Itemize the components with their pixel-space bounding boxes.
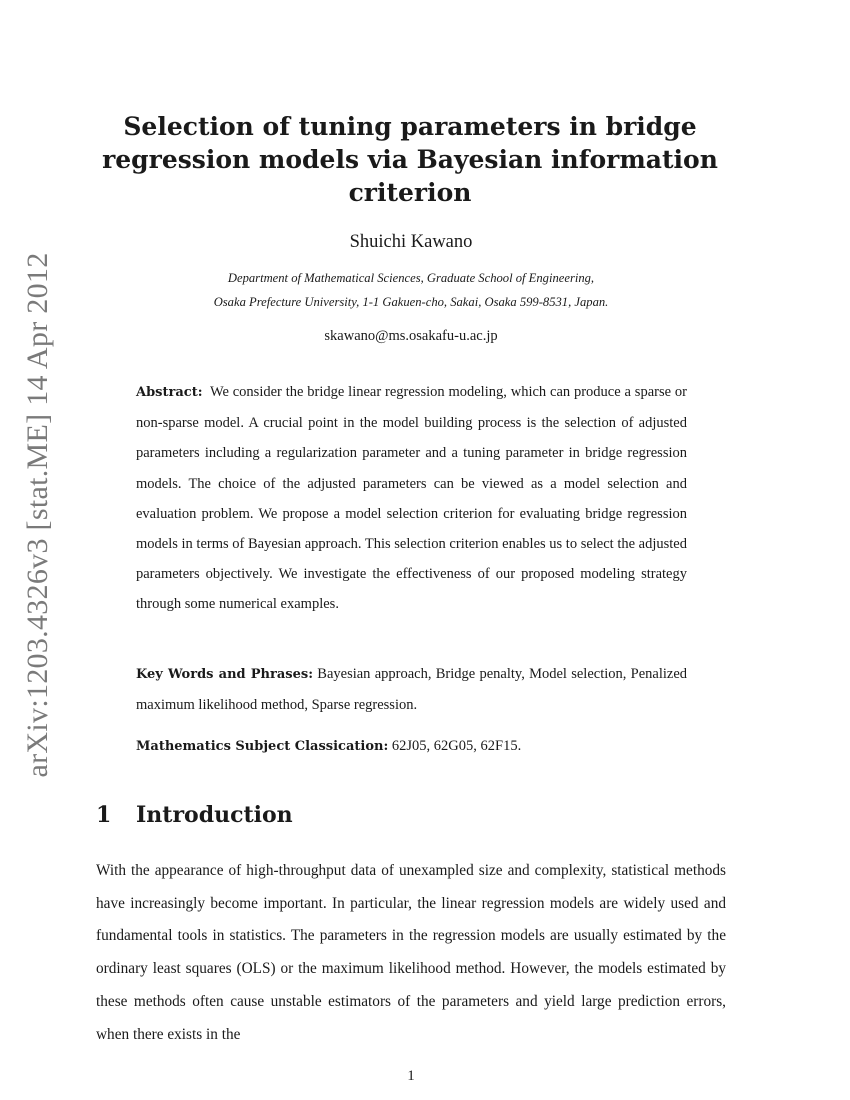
author-email: skawano@ms.osakafu-u.ac.jp [324,328,498,344]
subject-classification [136,731,687,762]
keywords [136,659,687,720]
abstract-label: Abstract: [136,385,203,400]
msc-text: 62J05, 62G05, 62F15. [391,738,522,754]
affiliation-line-2: Osaka Prefecture University, 1-1 Gakuen-cho, Sakai, Osaka 599-8531, Japan. [213,295,609,309]
section-title: Introduction [136,802,293,828]
keywords-label: Key Words and Phrases: [136,667,313,682]
section-heading [96,802,293,828]
affiliation-line-1: Department of Mathematical Sciences, Graduate School of Engineering, [227,271,595,285]
abstract-text: We consider the bridge linear regression modeling, which can produce a sparse or non-sparse model. A crucial point in the model building process is the selection of adjusted parameters including a regularization parameter and a tuning parameter in bridge regression models. The choice of the adjusted parameters can be viewed as a model selection and evaluation problem. We propose a model selection criterion for evaluating bridge regression models in terms of Bayesian approach. This selection criterion enables us to select the adjusted parameters objectively. We investigate the effectiveness of our proposed modeling strategy through some numerical examples. [136,384,687,613]
page-number: 1 [407,1068,415,1084]
section-number: 1 [96,802,112,828]
intro-paragraph: With the appearance of high-throughput data of unexampled size and complexity, statistical methods have increasingly become important. In particular, the linear regression models are widely used and fundamental tools in statistics. The parameters in the regression models are usually estimated by the ordinary least squares (OLS) or the maximum likelihood method. However, the models estimated by these methods often cause unstable estimators of the parameters and yield large prediction errors, when there exists in the [96,862,726,1043]
affiliation [0,266,822,314]
abstract [136,377,687,620]
msc-label: Mathematics Subject Classication: [136,739,389,754]
author-name: Shuichi Kawano [349,232,473,252]
arxiv-identifier: arXiv:1203.4326v3 [stat.ME] 14 Apr 2012 [21,252,54,778]
paper-title: Selection of tuning parameters in bridge regression models via Bayesian information criterion [102,112,718,207]
keywords-text: Bayesian approach, Bridge penalty, Model selection, Penalized maximum likelihood method, Sparse regression. [136,666,688,714]
